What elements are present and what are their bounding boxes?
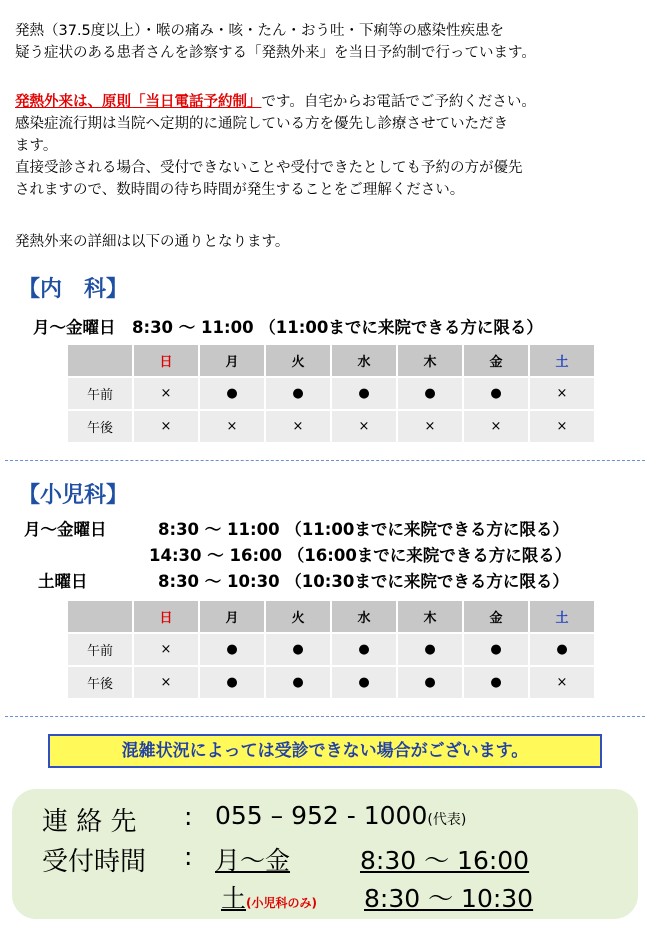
details-line: 発熱外来の詳細は以下の通りとなります。 <box>15 234 290 250</box>
section-divider <box>5 460 645 461</box>
saturday-row <box>221 879 317 915</box>
day-header: 日 <box>133 344 199 377</box>
schedule-mark: ● <box>265 377 331 410</box>
header-corner <box>67 344 133 377</box>
row-label: 午後 <box>67 666 133 699</box>
saturday-time: 8:30 ～ 10:30 <box>364 884 534 913</box>
schedule-mark: × <box>397 410 463 443</box>
weekday-label: 月～金 <box>215 846 291 875</box>
hours-label: 受付時間 <box>42 847 147 877</box>
pediatrics-hours-time: 8:30 ～ 11:00 （11:00までに来院できる方に限る） <box>158 520 569 539</box>
schedule-mark: ● <box>397 666 463 699</box>
schedule-mark: × <box>133 377 199 410</box>
schedule-mark: ● <box>463 666 529 699</box>
intro-line: 発熱（37.5度以上）・喉の痛み・咳・たん・おう吐・下痢等の感染性疾患を <box>15 23 505 39</box>
internal-schedule-table <box>66 343 596 444</box>
row-label: 午前 <box>67 633 133 666</box>
intro-line: 疑う症状のある患者さんを診察する「発熱外来」を当日予約制で行っています。 <box>15 45 536 61</box>
day-header: 土 <box>529 600 595 633</box>
day-header: 金 <box>463 600 529 633</box>
schedule-mark: ● <box>331 633 397 666</box>
table-header-row <box>67 600 595 633</box>
day-header: 水 <box>331 344 397 377</box>
row-label: 午後 <box>67 410 133 443</box>
schedule-mark: × <box>133 666 199 699</box>
policy-line: 直接受診される場合、受付できないことや受付できたとしても予約の方が優先 <box>15 160 523 176</box>
day-header: 木 <box>397 600 463 633</box>
internal-hours: 月～金曜日 8:30 ～ 11:00 （11:00までに来院できる方に限る） <box>33 318 543 337</box>
policy-line: されますので、数時間の待ち時間が発生することをご理解ください。 <box>15 182 465 198</box>
saturday-note: (小児科のみ) <box>246 896 317 910</box>
policy-line: ます。 <box>15 138 58 154</box>
schedule-mark: × <box>133 410 199 443</box>
day-header: 月 <box>199 344 265 377</box>
schedule-mark: ● <box>463 633 529 666</box>
schedule-mark: × <box>463 410 529 443</box>
day-header: 金 <box>463 344 529 377</box>
schedule-mark: ● <box>529 633 595 666</box>
schedule-mark: ● <box>331 666 397 699</box>
schedule-mark: × <box>133 633 199 666</box>
pediatrics-hours-day: 土曜日 <box>38 572 88 591</box>
contact-box <box>12 789 638 919</box>
contact-phone <box>215 801 466 830</box>
phone-number: 055 – 952 - 1000 <box>215 801 428 830</box>
day-header: 火 <box>265 344 331 377</box>
schedule-mark: ● <box>199 666 265 699</box>
intro-text <box>15 20 645 64</box>
policy-line: 感染症流行期は当院へ定期的に通院している方を優先し診療させていただき <box>15 116 508 132</box>
policy-highlight: 発熱外来は、原則「当日電話予約制」 <box>15 94 262 110</box>
day-header: 木 <box>397 344 463 377</box>
day-header: 水 <box>331 600 397 633</box>
schedule-mark: × <box>529 377 595 410</box>
header-corner <box>67 600 133 633</box>
schedule-mark: × <box>529 666 595 699</box>
pediatrics-hours-time: 14:30 ～ 16:00 （16:00までに来院できる方に限る） <box>149 546 572 565</box>
schedule-mark: ● <box>397 377 463 410</box>
pediatrics-hours-time: 8:30 ～ 10:30 （10:30までに来院できる方に限る） <box>158 572 569 591</box>
schedule-mark: ● <box>199 377 265 410</box>
table-row <box>67 410 595 443</box>
contact-label: 連 絡 先 <box>42 807 137 837</box>
schedule-mark: ● <box>397 633 463 666</box>
schedule-mark: ● <box>265 633 331 666</box>
table-header-row <box>67 344 595 377</box>
day-header: 土 <box>529 344 595 377</box>
internal-title: 【内 科】 <box>18 277 129 302</box>
schedule-mark: ● <box>331 377 397 410</box>
crowding-notice: 混雑状況によっては受診できない場合がございます。 <box>48 734 602 768</box>
phone-note: (代表) <box>427 812 467 828</box>
schedule-mark: × <box>331 410 397 443</box>
table-row <box>67 377 595 410</box>
schedule-mark: × <box>529 410 595 443</box>
pediatrics-hours-day: 月～金曜日 <box>24 520 107 539</box>
schedule-mark: ● <box>265 666 331 699</box>
policy-line-rest: です。自宅からお電話でご予約ください。 <box>261 94 536 110</box>
hours-colon: : <box>184 842 193 871</box>
policy-line <box>15 91 645 113</box>
schedule-mark: × <box>199 410 265 443</box>
policy-text <box>15 91 645 201</box>
pediatrics-title: 【小児科】 <box>18 483 129 508</box>
table-row <box>67 666 595 699</box>
weekday-time: 8:30 ～ 16:00 <box>360 846 530 875</box>
day-header: 日 <box>133 600 199 633</box>
saturday-label: 土 <box>221 884 247 913</box>
schedule-mark: ● <box>463 377 529 410</box>
row-label: 午前 <box>67 377 133 410</box>
pediatrics-schedule-table <box>66 599 596 700</box>
day-header: 火 <box>265 600 331 633</box>
section-divider <box>5 716 645 717</box>
table-row <box>67 633 595 666</box>
schedule-mark: × <box>265 410 331 443</box>
schedule-mark: ● <box>199 633 265 666</box>
contact-colon: : <box>184 802 193 831</box>
day-header: 月 <box>199 600 265 633</box>
